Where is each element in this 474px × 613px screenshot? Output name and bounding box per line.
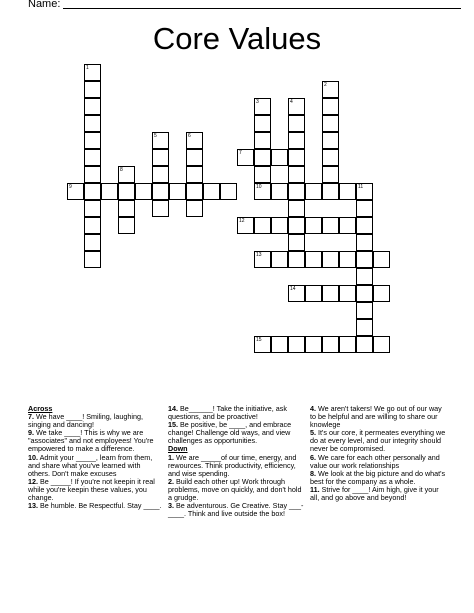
clue-number: 3. (168, 501, 174, 511)
grid-cell[interactable] (254, 98, 271, 115)
grid-cell[interactable] (84, 98, 101, 115)
across-clue (28, 502, 164, 510)
clues-column-3 (310, 405, 446, 502)
grid-cell[interactable] (356, 234, 373, 251)
down-clue (310, 486, 446, 502)
grid-cell[interactable] (84, 234, 101, 251)
cell-number: 6 (188, 133, 191, 139)
cell-number: 3 (256, 99, 259, 105)
grid-cell[interactable] (288, 115, 305, 132)
grid-cell[interactable] (254, 115, 271, 132)
grid-cell[interactable] (84, 251, 101, 268)
clue-text: Be positive, be ____, and embrace change! Challenge old ways, and view challenges as opportunities. (168, 420, 292, 446)
grid-cell[interactable] (254, 217, 271, 234)
clue-text: It's our core, it permeates everything we do at every level, and our integrity should never be compromised. (310, 428, 446, 454)
page-title: Core Values (152, 21, 322, 56)
clue-text: Build each other up! Work through problems, move on quickly, and don't hold a grudge. (168, 476, 302, 503)
across-clue (168, 421, 304, 445)
clue-number: 14. (168, 404, 178, 413)
grid-cell[interactable] (373, 285, 390, 302)
grid-cell[interactable] (118, 183, 135, 200)
grid-cell[interactable] (288, 285, 305, 302)
clue-text: We look at the big picture and do what's best for the company as a whole. (310, 468, 446, 486)
cell-number: 7 (239, 150, 242, 156)
grid-cell[interactable] (118, 217, 135, 234)
grid-cell[interactable] (288, 217, 305, 234)
grid-cell[interactable] (254, 183, 271, 200)
grid-cell[interactable] (288, 132, 305, 149)
cell-number: 15 (256, 337, 262, 343)
grid-cell[interactable] (322, 149, 339, 166)
grid-cell[interactable] (271, 336, 288, 353)
clue-number: 8. (310, 468, 316, 478)
clue-text: We take ____! This is why we are "associates" and not employees! You're empowered to make a difference. (28, 428, 154, 454)
clue-text: Be _____! If you're not keepin it real while you're keepin these values, you change. (28, 476, 155, 503)
grid-cell[interactable] (322, 336, 339, 353)
grid-cell[interactable] (356, 200, 373, 217)
cell-number: 12 (239, 218, 245, 224)
cell-number: 8 (120, 167, 123, 173)
grid-cell[interactable] (288, 98, 305, 115)
grid-cell[interactable] (152, 166, 169, 183)
grid-cell[interactable] (339, 217, 356, 234)
grid-cell[interactable] (152, 132, 169, 149)
clue-text: Be humble. Be Respectful. Stay ____. (38, 501, 162, 511)
clue-text: Admit your _____, learn from them, and share what you've learned with others. Don't make excuses (28, 452, 153, 478)
across-clue (168, 405, 304, 421)
grid-cell[interactable] (101, 183, 118, 200)
grid-cell[interactable] (288, 166, 305, 183)
grid-cell[interactable] (271, 217, 288, 234)
grid-cell[interactable] (84, 132, 101, 149)
grid-cell[interactable] (356, 251, 373, 268)
grid-cell[interactable] (288, 336, 305, 353)
clue-number: 12. (28, 476, 38, 486)
clue-number: 9. (28, 428, 34, 438)
grid-cell[interactable] (322, 132, 339, 149)
grid-cell[interactable] (322, 81, 339, 98)
grid-cell[interactable] (118, 166, 135, 183)
grid-cell[interactable] (356, 268, 373, 285)
grid-cell[interactable] (288, 183, 305, 200)
grid-cell[interactable] (152, 200, 169, 217)
grid-cell[interactable] (305, 217, 322, 234)
clue-number: 11. (310, 484, 320, 494)
grid-cell[interactable] (84, 149, 101, 166)
down-clue (168, 454, 304, 478)
grid-cell[interactable] (288, 200, 305, 217)
cell-number: 13 (256, 252, 262, 258)
grid-cell[interactable] (339, 336, 356, 353)
grid-cell[interactable] (356, 217, 373, 234)
grid-cell[interactable] (169, 183, 186, 200)
across-heading: Across (28, 404, 53, 413)
clue-number: 15. (168, 420, 178, 430)
clue-number: 4. (310, 404, 316, 413)
grid-cell[interactable] (84, 183, 101, 200)
grid-cell[interactable] (322, 217, 339, 234)
across-clue (28, 454, 164, 478)
across-clue (28, 413, 164, 429)
grid-cell[interactable] (373, 336, 390, 353)
cell-number: 5 (154, 133, 157, 139)
down-heading: Down (168, 444, 188, 454)
grid-cell[interactable] (356, 302, 373, 319)
cell-number: 1 (86, 65, 89, 71)
clue-number: 6. (310, 452, 316, 462)
cell-number: 10 (256, 184, 262, 190)
grid-cell[interactable] (84, 200, 101, 217)
down-clue (310, 454, 446, 470)
grid-cell[interactable] (135, 183, 152, 200)
grid-cell[interactable] (84, 115, 101, 132)
grid-cell[interactable] (373, 251, 390, 268)
clue-text: Be adventurous. Ge Creative. Stay ___-____. Think and live outside the box! (168, 501, 304, 519)
clue-text: We aren't takers! We go out of our way to be helpful and are willing to share our knowlege (310, 404, 442, 430)
grid-cell[interactable] (288, 251, 305, 268)
cell-number: 11 (358, 184, 364, 190)
grid-cell[interactable] (322, 115, 339, 132)
grid-cell[interactable] (356, 183, 373, 200)
grid-cell[interactable] (271, 251, 288, 268)
grid-cell[interactable] (237, 217, 254, 234)
down-clue (168, 502, 304, 518)
grid-cell[interactable] (152, 149, 169, 166)
grid-cell[interactable] (254, 336, 271, 353)
grid-cell[interactable] (186, 149, 203, 166)
grid-cell[interactable] (84, 81, 101, 98)
clue-text: We are _____of our time, energy, and rewources. Think productivity, efficiency, and wise spending. (168, 452, 297, 478)
grid-cell[interactable] (84, 64, 101, 81)
grid-cell[interactable] (67, 183, 84, 200)
clue-text: We have ____! Smiling, laughing, singing and dancing! (28, 412, 143, 430)
clue-text: We care for each other personally and value our work relationships (310, 452, 440, 470)
grid-cell[interactable] (322, 285, 339, 302)
grid-cell[interactable] (254, 149, 271, 166)
grid-cell[interactable] (254, 166, 271, 183)
grid-cell[interactable] (84, 217, 101, 234)
grid-cell[interactable] (305, 183, 322, 200)
grid-cell[interactable] (339, 183, 356, 200)
grid-cell[interactable] (322, 98, 339, 115)
grid-cell[interactable] (254, 132, 271, 149)
grid-cell[interactable] (254, 251, 271, 268)
grid-cell[interactable] (288, 234, 305, 251)
clue-text: Strive for ____! Aim high, give it your all, and go above and beyond! (310, 484, 439, 503)
grid-cell[interactable] (322, 183, 339, 200)
grid-cell[interactable] (305, 285, 322, 302)
clues-column-2 (168, 405, 304, 518)
grid-cell[interactable] (356, 336, 373, 353)
cell-number: 9 (69, 184, 72, 190)
grid-cell[interactable] (186, 183, 203, 200)
grid-cell[interactable] (305, 251, 322, 268)
grid-cell[interactable] (186, 166, 203, 183)
clue-number: 5. (310, 428, 316, 438)
grid-cell[interactable] (356, 285, 373, 302)
clue-number: 10. (28, 452, 38, 462)
down-clue (310, 470, 446, 486)
cell-number: 4 (290, 99, 293, 105)
grid-cell[interactable] (339, 251, 356, 268)
down-clue (310, 405, 446, 429)
grid-cell[interactable] (322, 251, 339, 268)
grid-cell[interactable] (186, 132, 203, 149)
grid-cell[interactable] (237, 149, 254, 166)
grid-cell[interactable] (220, 183, 237, 200)
grid-cell[interactable] (288, 149, 305, 166)
down-clue (168, 478, 304, 502)
grid-cell[interactable] (305, 336, 322, 353)
clue-number: 7. (28, 412, 34, 422)
clue-text: Be______! Take the initiative, ask questions, and be proactive! (168, 404, 287, 422)
cell-number: 2 (324, 82, 327, 88)
grid-cell[interactable] (356, 319, 373, 336)
clue-number: 2. (168, 476, 174, 486)
grid-cell[interactable] (84, 166, 101, 183)
grid-cell[interactable] (203, 183, 220, 200)
clues-column-1 (28, 405, 164, 510)
grid-cell[interactable] (152, 183, 169, 200)
name-label: Name: (28, 0, 61, 10)
across-clue (28, 429, 164, 453)
grid-cell[interactable] (339, 285, 356, 302)
cell-number: 14 (290, 286, 296, 292)
grid-cell[interactable] (271, 183, 288, 200)
grid-cell[interactable] (118, 200, 135, 217)
clue-number: 13. (28, 501, 38, 511)
clues-section (0, 405, 474, 610)
down-clue (310, 429, 446, 453)
grid-cell[interactable] (271, 149, 288, 166)
grid-cell[interactable] (322, 166, 339, 183)
across-clue (28, 478, 164, 502)
grid-cell[interactable] (186, 200, 203, 217)
clue-number: 1. (168, 452, 174, 462)
